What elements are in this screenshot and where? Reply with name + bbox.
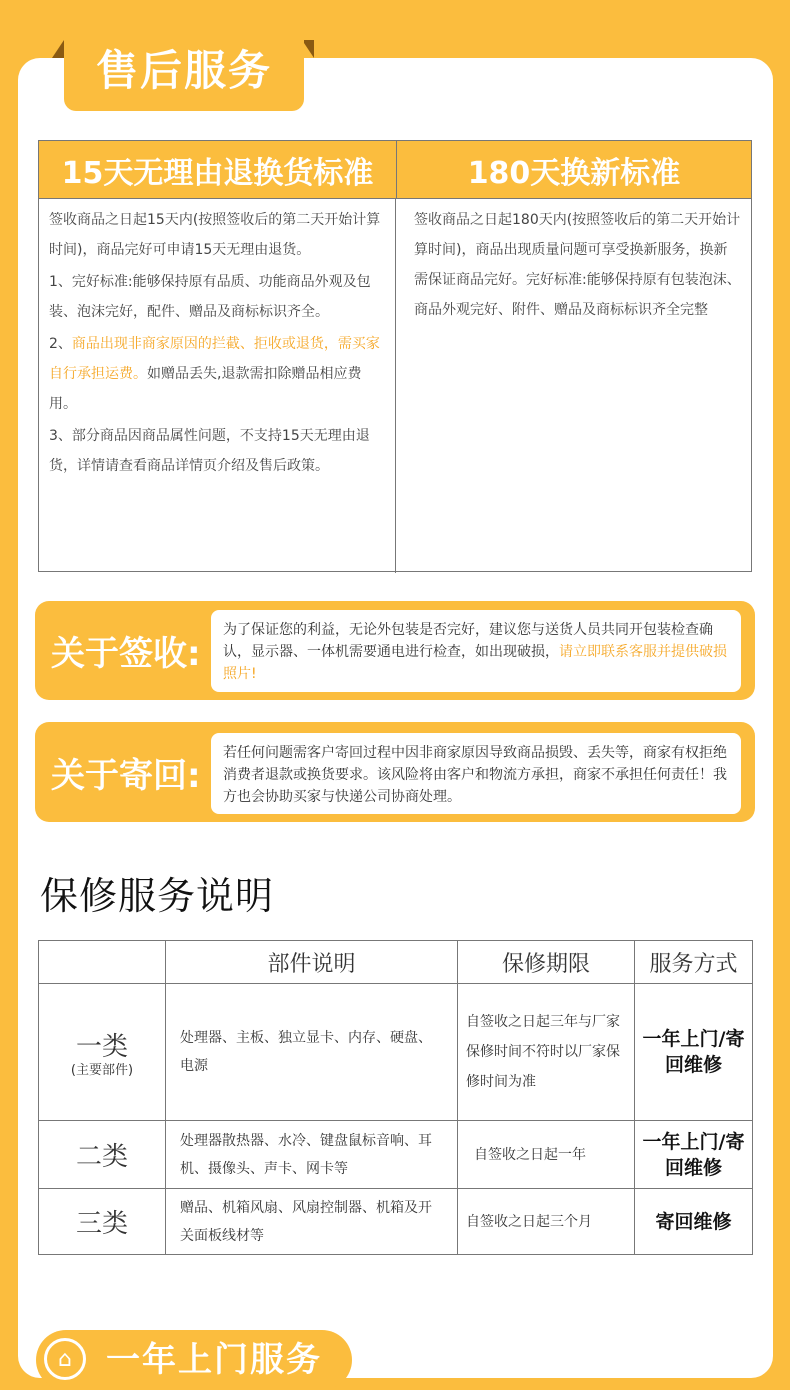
header-blank [39, 941, 166, 984]
header-parts: 部件说明 [166, 941, 458, 984]
home-icon: ⌂ [44, 1338, 86, 1380]
period-cell: 自签收之日起一年 [458, 1121, 635, 1189]
return-rule-3: 3、部分商品因商品属性问题，不支持15天无理由退货，详情请查看商品详情页介绍及售后政策。 [49, 428, 370, 474]
about-return-box [35, 722, 755, 822]
parts-cell: 赠品、机箱风扇、风扇控制器、机箱及开关面板线材等 [166, 1189, 458, 1255]
about-signing-text: 为了保证您的利益，无论外包装是否完好，建议您与送货人员共同开包装检查确认，显示器、一体机需要通电进行检查，如出现破损，请立即联系客服并提供破损照片! [211, 610, 741, 692]
page-title: 售后服务 [64, 25, 304, 111]
warranty-section-title: 保修服务说明 [40, 874, 275, 918]
exchange-text: 签收商品之日起180天内(按照签收后的第二天开始计算时间)，商品出现质量问题可享受换新服务，换新需保证商品完好。完好标准:能够保持原有包装泡沫、商品外观完好、附件、赠品及商标标识齐全完整 [414, 212, 741, 318]
service-cell: 一年上门/寄回维修 [635, 1121, 753, 1189]
return-rule-1: 1、完好标准:能够保持原有品质、功能商品外观及包装、泡沫完好，配件、赠品及商标标识齐全。 [49, 274, 371, 320]
return-15-day-header: 15天无理由退换货标准 [39, 141, 397, 198]
return-15-day-details [39, 199, 396, 573]
parts-cell: 处理器、主板、独立显卡、内存、硬盘、电源 [166, 984, 458, 1121]
warranty-table [38, 940, 753, 1255]
table-row [39, 1121, 753, 1189]
header-service: 服务方式 [635, 941, 753, 984]
about-signing-label: 关于签收: [51, 634, 201, 674]
tab-fold-left [52, 40, 64, 58]
exchange-180-day-header: 180天换新标准 [467, 155, 681, 191]
category-cell: 一类 (主要部件) [39, 984, 166, 1121]
category-cell: 三类 [39, 1189, 166, 1255]
about-signing-box [35, 601, 755, 700]
table-row [39, 984, 753, 1121]
return-rule-2-highlight: 商品出现非商家原因的拦截、拒收或退货，需买家自行承担运费。 [49, 336, 380, 382]
onsite-service-label: 一年上门服务 [106, 1340, 322, 1380]
parts-cell: 处理器散热器、水冷、键盘鼠标音响、耳机、摄像头、声卡、网卡等 [166, 1121, 458, 1189]
exchange-180-day-details [396, 199, 751, 573]
header-period: 保修期限 [458, 941, 635, 984]
table-row [39, 1189, 753, 1255]
onsite-service-pill [36, 1330, 352, 1390]
category-sub: (主要部件) [70, 1062, 134, 1078]
return-rule-2: 2、商品出现非商家原因的拦截、拒收或退货，需买家自行承担运费。如赠品丢失,退款需扣除赠品相应费用。 [49, 336, 380, 412]
about-signing-highlight: 请立即联系客服并提供破损照片! [223, 644, 727, 682]
service-cell: 一年上门/寄回维修 [635, 984, 753, 1121]
return-intro: 签收商品之日起15天内(按照签收后的第二天开始计算时间)，商品完好可申请15天无理由退货。 [49, 212, 381, 258]
warranty-table-header [39, 941, 753, 984]
service-cell: 寄回维修 [635, 1189, 753, 1255]
about-return-text: 若任何问题需客户寄回过程中因非商家原因导致商品损毁、丢失等，商家有权拒绝消费者退款或换货要求。该风险将由客户和物流方承担，商家不承担任何责任！我方也会协助买家与快递公司协商处理。 [211, 733, 741, 814]
period-cell: 自签收之日起三个月 [458, 1189, 635, 1255]
category-cell: 二类 [39, 1121, 166, 1189]
period-cell: 自签收之日起三年与厂家保修时间不符时以厂家保修时间为准 [458, 984, 635, 1121]
return-policy-table [38, 140, 752, 572]
about-return-label: 关于寄回: [51, 755, 201, 796]
